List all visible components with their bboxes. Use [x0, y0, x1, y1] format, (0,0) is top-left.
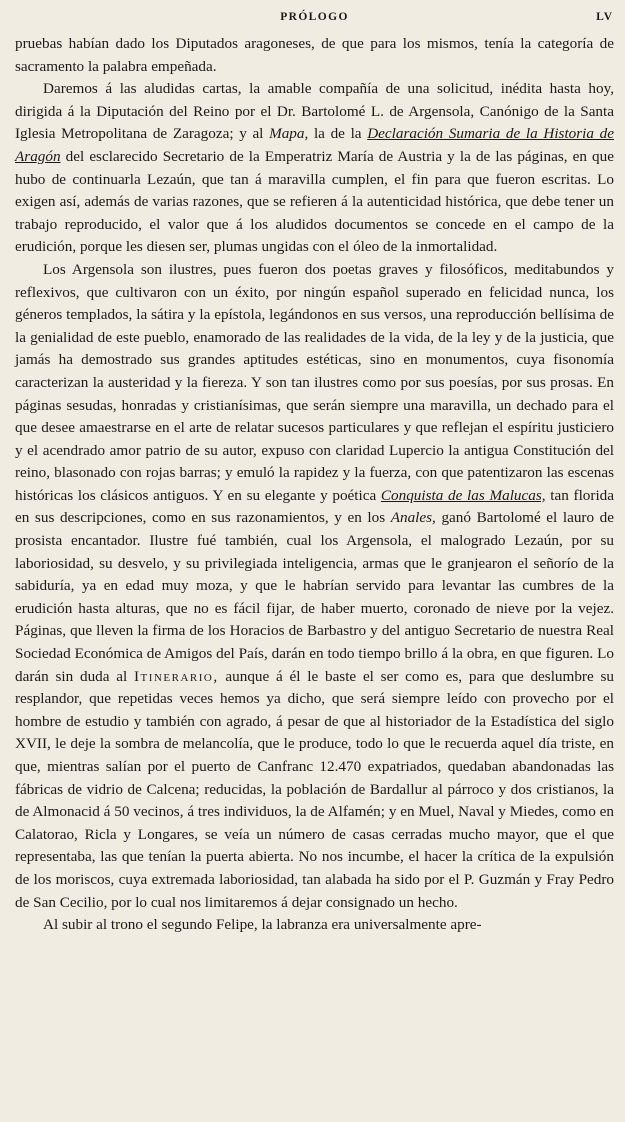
- text-run: aunque á él le baste el ser como es, para que deslumbre su resplandor, que repetidas veces hemos ya dicho, que será siempre leído con provecho por el hombre de estudio y también con agrado, á pesar de que al historiador de la Estadística del siglo XVII, le deje la sombra de melancolía, que le produce, todo lo que le recuerda aquel día triste, en que, mientras salían por el puerto de Canfranc 12.470 expatriados, quedaban abandonadas las fábricas de vidrio de Calcena; reducidas, la población de Bardallur al párroco y dos cristianos, la de Almonacid á 50 vecinos, á tres individuos, la de Alfamén; y en Muel, Naval y Miedes, como en Calatorao, Ricla y Longares, se veía un número de casas cerradas mucho mayor, que el que representaba, las que tenían la puerta abierta. No nos incumbe, el hacer la crítica de la expulsión de los moriscos, cuya extremada laboriosidad, tan alabada ha sido por el P. Guzmán y Fray Pedro de San Cecilio, por lo cual nos limitaremos á dejar consignado un hecho.: [15, 667, 614, 911]
- page-number: LV: [596, 11, 613, 23]
- text-run: tan florida en sus descripciones, como en sus razonamientos, y en los: [15, 486, 614, 527]
- text-run: pruebas habían dado los Diputados aragoneses, de que para los mismos, tenía la categoría de sacramento la palabra empeñada.: [15, 35, 614, 75]
- text-run: del esclarecido Secretario de la Emperatriz María de Austria y la de las páginas, en que hubo de continuarla Lezaún, que tan á maravilla cumplen, el fin para que fueron escritas. Lo exigen así, además de varias razones, que se refieren á la autenticidad histórica, que debe tener un trabajo reproducido, el valor que á los aludidos documentos se concede en el campo de la erudición, porque les diesen ser, plumas ungidas con el óleo de la inmortalidad.: [15, 147, 614, 256]
- running-title: PRÓLOGO: [280, 11, 349, 23]
- text-run: Al subir al trono el segundo Felipe, la labranza era universalmente apre-: [43, 916, 482, 934]
- italic-title: Conquista de las Malucas,: [380, 486, 546, 504]
- body-text: [15, 33, 614, 937]
- italic-title: Anales,: [390, 509, 436, 527]
- paragraph: [15, 78, 614, 259]
- italic-title: Mapa,: [269, 125, 309, 143]
- text-run: la de la: [308, 125, 368, 143]
- italic-title: Declaración Sumaria de la Historia de Aragón: [15, 125, 614, 165]
- running-head: [15, 0, 614, 33]
- smallcaps-title: Itinerario,: [134, 667, 219, 685]
- paragraph: [15, 259, 614, 914]
- text-run: ganó Bartolomé el lauro de prosista encantador. Ilustre fué también, cual los Argensola, el malogrado Lezaún, por su laboriosidad, su desvelo, y su privilegiada inteligencia, armas que le granjearon el señorío de la sabiduría, ya en edad muy moza, y que le habrían servido para levantar las cumbres de la erudición hasta alturas, que no es fácil fijar, de haber muerto, coronado de nieve por la vejez. Páginas, que lleven la firma de los Horacios de Barbastro y del antiguo Secretario de nuestra Real Sociedad Económica de Amigos del País, darán en todo tiempo brillo á la obra, en que figuren. Lo darán sin duda al: [15, 509, 614, 685]
- text-run: Los Argensola son ilustres, pues fueron dos poetas graves y filosóficos, meditabundos y reflexivos, que cultivaron con un éxito, por ningún español superado en felicidad nunca, los géneros templados, la sátira y la epístola, legándonos en sus versos, una reproducción bellísima de la genialidad de este pueblo, enamorado de las realidades de la vida, de la ley y de la justicia, que jamás ha demostrado sus grandes aptitudes estéticas, sino en monumentos, cuya fisonomía caracterizan la austeridad y la fiereza. Y son tan ilustres como por sus poesías, por sus prosas. En páginas sesudas, honradas y cristianísimas, que serán siempre una maravilla, un dechado para el que desee amaestrarse en el arte de relatar sucesos particulares y que reflejan el espíritu justiciero y el acendrado amor patrio de su autor, expuso con claridad Lupercio la antigua Constitución del reino, blasonado con rojas barras; y emuló la rapidez y la fuerza, con que patentizaron las escenas históricas los clásicos antiguos. Y en su elegante y poética: [15, 260, 614, 504]
- text-run: Daremos á las aludidas cartas, la amable compañía de una solicitud, inédita hasta hoy, dirigida á la Diputación del Reino por el Dr. Bartolomé L. de Argensola, Canónigo de la Santa Iglesia Metropolitana de Zaragoza; y al: [15, 80, 614, 143]
- paragraph: [15, 914, 614, 937]
- paragraph: [15, 33, 614, 78]
